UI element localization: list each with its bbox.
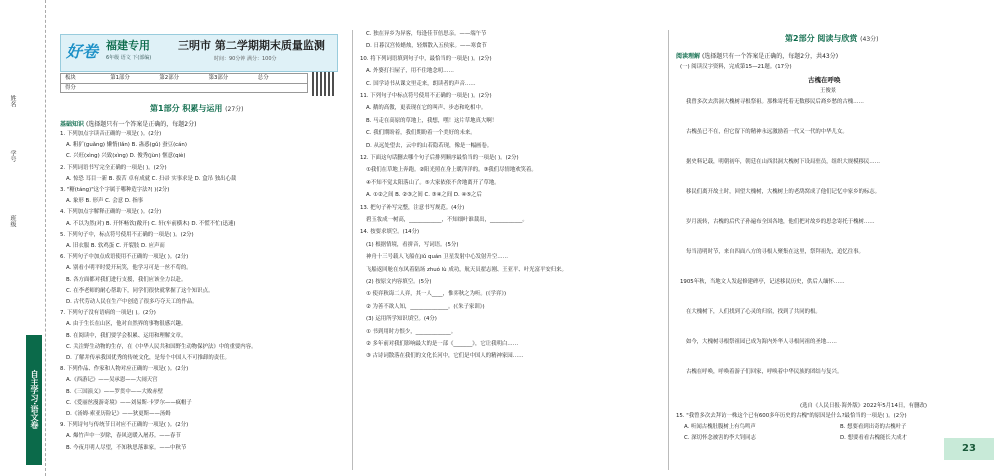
spine-name-label: 姓名 [9,95,16,107]
spine-brand: 自主学习·语文卷 [26,335,42,465]
question-line: ④不知不觉太阳落山了。⑤大家依依不舍地离开了草地。 [366,179,500,186]
cell: 板块 [65,75,76,81]
cell: 第3部分 [208,75,229,81]
edition-label: 福建专用 [106,39,150,52]
score-table [60,73,308,93]
question-line: 6. 下列句子中加点成语使用不正确的一项是( )。(2分) [60,254,189,261]
article-author: 王俊景 [820,88,837,94]
exam-title: 三明市 第二学期期末质量监测 [178,39,325,52]
paragraph-line: 1905年秋，当地文人发起修建碑亭，记述移民历史，供后人缅怀…… [680,279,845,285]
question-line: 10. 将下列词语填到句子中，最恰当的一项是( )。(2分) [360,55,492,62]
question-line: ③ 古诗词散落在我们的文化长河中，它们是中国人的精神家园…… [366,353,524,360]
question-line: A. 粗犷(guǎng) 懒惰(lǎn) B. 蛊惑(gǔ) 蚕豆(cán) [66,142,187,149]
question-line: 1. 下列加点字读音正确的一项是( )。(2分) [60,131,162,137]
question-line: D. 日暮汉宫传蜡烛，轻烟散入五侯家。——寒食节 [366,43,487,50]
question-line: 神舟十三号载人飞船在jiǔ quán 卫星发射中心发射升空…… [366,254,508,261]
question-line: D. 古代劳动人民在生产中创造了很多巧夺天工的作品。 [66,299,198,305]
q15-option-b: B. 想要看到出奇的古槐叶子 [840,424,907,430]
q15-option-c: C. 深切怀念被害的李大钊同志 [684,435,756,441]
paragraph-line: 在大槐树下，人们找到了心灵的归宿，找到了共同的根。 [686,309,821,315]
question-line: B. 在阅读中，我们要学会积累、运用和理解文章。 [66,332,187,339]
question-line: 11. 下列句子中标点符号使用不正确的一项是( )。(2分) [360,93,492,99]
question-line: A. 不以为然(对) B. 开怀畅饮(敞开) C. 轩(车前横木) D. 不慌不忙(迅速) [66,220,236,227]
question-line: C. 我们期盼着，我们期盼着一个美好的未来。 [366,130,476,137]
cell: 总分 [257,75,269,81]
question-line: ① 使弈秋诲二人弈，其一人____，惟弈秋之为听。(《学弈》) [366,291,507,298]
question-line: A. 由于生长在山区，他对自然界的事物很感兴趣。 [66,321,187,328]
article-source: (选自《人民日报·海外版》2022年5月14日，有删改) [800,403,927,409]
spine-grade-label: 班级 [9,215,16,227]
question-line: 9. 下列诗句与传统节日对应不正确的一项是( )。(2分) [60,422,189,429]
question-line: 14. 按要求填空。(14分) [360,229,420,236]
cell: 得分 [65,85,76,91]
question-line: A.《西游记》——吴承恩——大闹天宫 [66,377,158,384]
question-line: A. 旧衣服 B. 软鸡蛋 C. 开裂肢 D. 应声而 [66,243,165,249]
series-logo: 好卷 [66,42,99,61]
question-line: B. 各方面都对我们进行支援，我们应该全力以赴。 [66,276,187,283]
paragraph-line: 如今，大槐树寻根祭祖园已成为海内外华人寻根问祖的圣地…… [686,339,837,345]
paragraph-line: 我曾多次去洪洞大槐树寻根祭祖。那株寄托着无数移民后裔乡愁的古槐…… [686,99,864,105]
basic-knowledge-title: 基础知识 (选择题只有一个答案是正确的，每题2分) [60,121,197,128]
question-line: C. 在李老师的耐心帮助下，同学们很快就掌握了这个知识点。 [66,287,214,294]
question-line: ② 多年前对我们影响最大的是一部《_______》，它让我明白…… [366,341,519,347]
question-line: D. 从远处望去，云中的山若隐若现，像是一幅画卷。 [366,142,493,149]
question-line: D.《汤姆·索亚历险记》——狄更斯——汤姆 [66,411,171,417]
spine-class-label: 学号 [9,150,16,162]
question-line: 12. 下面这句话删去哪个句子后排列顺序最恰当的一项是( )。(2分) [360,155,519,161]
question-line: 2. 下列词语书写完全正确的一项是( )。(2分) [60,164,167,171]
question-line: (3) 运用所学知识填空。(4分) [366,316,437,323]
question-15: 15. "我曾多次去拜访一株这个已有600多年历史的古槐"的原因是什么?最恰当的一项是( )。(2分) [676,413,907,419]
paragraph-line: 移民们离开故土时，回望大槐树，大槐树上的老鸹窝成了他们记忆中家乡的标志。 [686,189,881,195]
paragraph-line: 每当清明时节，来自四面八方的寻根人聚集在这里，祭拜祖先，追忆往事。 [686,249,864,255]
question-line: 4. 下列加点字解释正确的一项是( )。(2分) [60,209,162,216]
qr-code [312,72,336,96]
question-line: D. 了解并传承我国优秀的传统文化，是每个中国人不可推卸的责任。 [66,355,230,361]
paragraph-line: 古槐在呼唤，呼唤着游子们回家，呼唤着中华民族的团结与复兴。 [686,369,843,375]
page-divider [668,30,669,470]
exam-time: 时间：90分钟 满分：100分 [214,56,277,62]
question-line: 7. 下列句子没有语病的一项是( )。(2分) [60,310,156,317]
q15-option-d: D. 想要看看古槐能长大成才 [840,435,907,441]
part1-heading: 第1部分 积累与运用 (27分) [150,104,244,113]
paragraph-line: 古槐虽已不在，但它留下的精神永远激励着一代又一代的中华儿女。 [686,129,848,135]
reading-section: (一) 阅读汉字资料，完成第15—21题。(17分) [680,64,792,70]
reading-title: 阅读理解 (选择题只有一个答案是正确的，每题2分，共43分) [676,53,839,60]
question-line: ② 为善不欲人知，______________。(《朱子家训》) [366,303,485,310]
question-line: ① 书到用时方恨少，_____________。 [366,328,457,335]
question-line: 3. "糖(táng)"这个字属于哪种造字法?( )(2分) [60,187,170,193]
question-line: B.《三国演义》——罗贯中——大败赤壁 [66,388,164,395]
question-line: C. 兴旺(xìng) 兴致(xìng) D. 俊秀(jùn) 惬意(qiè) [66,153,186,160]
question-line: B. 今夜月明人尽望，不知秋思落谁家。——中秋节 [66,444,187,451]
q15-option-a: A. 听闻古槐肚腹树上有鸟鸣声 [684,424,756,430]
question-line: 5. 下列句子中，标点符号使用不正确的一项是( )。(2分) [60,231,194,238]
column-divider [352,30,353,470]
question-line: C.《爱丽丝漫游奇境》——刘易斯·卡罗尔——疯帽子 [66,399,192,406]
question-line: (2) 按原文内容填空。(5分) [366,279,432,285]
paragraph-line: 据史料记载，明朝初年，朝廷在山西洪洞大槐树下设局驻员，组织大规模移民…… [686,159,881,165]
paragraph-line: 岁月流转，古槐的后代子孙遍布全国各地，他们把对故乡的思念寄托于槐树…… [686,219,875,225]
question-line: 飞船返回舱在东风着陆场 zhuó lù 成功，航天员翟志刚、王亚平、叶光富平安归来。 [366,266,567,273]
question-line: 8. 下列作品、作家和人物对应正确的一项是( )。(2分) [60,366,189,373]
question-line: A. 鹅的高傲，更表现在它的叫声、步态和吃相中。 [366,105,487,112]
edition-sub: 6年级 语文 下(部编) [106,55,152,61]
question-line: A. 外婆打扫屋子，用不住地念叨…… [366,68,454,75]
question-line: ①我们在草地上奔跑。②阳光照在身上暖洋洋的。③我们尽情地欢笑着。 [366,167,537,174]
question-line: A. 爆竹声中一岁除，春风送暖入屠苏。——春节 [66,433,181,440]
question-line: A. 象形 B. 形声 C. 会意 D. 指事 [66,198,144,205]
question-line: 13. 把句子补写完整，注意书写规范。(4分) [360,204,465,211]
question-line: A. 别看小明平时爱开玩笑，他学习可是一丝不苟的。 [66,265,192,272]
cell: 第2部分 [159,75,179,81]
question-line: C. 关注野生动物的生存，在《中华人民共和国野生动物保护法》中的重要内容。 [66,343,257,350]
part2-heading: 第2部分 阅读与欣赏 (43分) [785,34,879,43]
question-line: A. 惊恐 耳目一新 B. 拔苦 卓有成就 C. 扫帚 实事求是 D. 盒吊 独出心裁 [66,175,237,182]
question-line: 碧玉妆成一树高，____________，不知细叶谁裁出，____________。 [366,217,528,223]
question-line: B. 马走在高原的草地上，我想，嘿！这片草地真大啊！ [366,117,498,124]
page-number: 23 [944,438,994,460]
cell: 第1部分 [110,75,130,81]
question-line: A. ①②之间 B. ②③之间 C. ③④之间 D. ④⑤之后 [366,192,482,199]
question-line: C. 国学诗书从课文里走来，朗读者的声音…… [366,80,476,87]
article-title: 古槐在呼唤 [808,76,841,84]
question-line: (1) 根据情境，看拼音，写词语。(5分) [366,241,459,248]
question-line: C. 独在异乡为异客，每逢佳节倍思亲。——端午节 [366,31,487,37]
